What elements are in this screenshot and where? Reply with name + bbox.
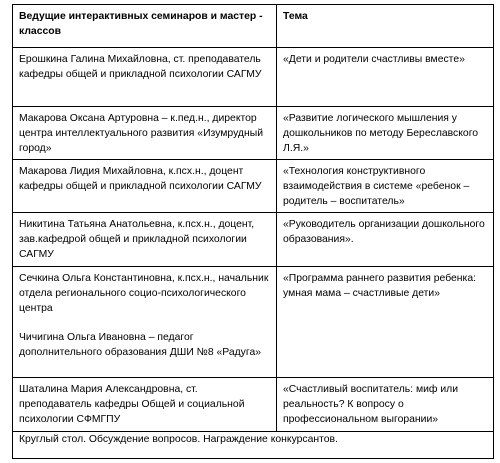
topic-cell [277, 213, 494, 267]
table-row [13, 160, 494, 213]
presenter-text: Чичигина Ольга Ивановна – педагог дополнительного образования ДШИ №8 «Радуга» [19, 332, 262, 358]
topic-text: «Счастливый воспитатель: миф или реальность? К вопросу о профессиональном выгорании» [283, 384, 459, 425]
topic-cell [277, 107, 494, 160]
topic-cell [277, 48, 494, 107]
footer-cell: Круглый стол. Обсуждение вопросов. Награждение конкурсантов. [13, 432, 494, 459]
topic-cell [277, 160, 494, 213]
header-topic: Тема [277, 5, 494, 48]
topic-text: «Дети и родители счастливы вместе» [283, 54, 465, 65]
presenter-text: Никитина Татьяна Анатольевна, к.псх.н., доцент, зав.кафедрой общей и прикладной психологии САГМУ [19, 219, 255, 260]
topic-text: «Технология конструктивного взаимодействия в системе «ребенок – родитель – воспитатель» [283, 166, 470, 207]
topic-text: «Программа раннего развития ребенка: умная мама – счастливые дети» [283, 273, 476, 299]
table-row [13, 107, 494, 160]
table-row [13, 213, 494, 267]
presenter-text: Макарова Лидия Михайловна, к.псх.н., доцент кафедры общей и прикладной психологии САГМУ [19, 166, 262, 192]
header-presenters: Ведущие интерактивных семинаров и мастер - классов [13, 5, 277, 48]
presenter-text: Сечкина Ольга Константиновна, к.псх.н., начальник отдела регионального социо-психологического центра [19, 273, 269, 314]
presenters-cell [13, 378, 277, 432]
document-page [12, 4, 493, 459]
table-footer-row [13, 432, 494, 459]
presenter-text: Макарова Оксана Артуровна – к.пед.н., директор центра интеллектуального развития «Изумрудный город» [19, 113, 264, 154]
table-row [13, 267, 494, 378]
presenters-cell [13, 48, 277, 107]
presenter-text: Шаталина Мария Александровна, ст. преподаватель кафедры Общей и социальной психологии СФМГПУ [19, 384, 245, 425]
table-header-row [13, 5, 494, 48]
seminars-table [12, 4, 494, 459]
topic-text: «Развитие логического мышления у дошкольников по методу Береславского Л.Я.» [283, 113, 479, 154]
presenters-cell [13, 107, 277, 160]
table-row [13, 48, 494, 107]
topic-cell [277, 378, 494, 432]
topic-text: «Руководитель организации дошкольного образования». [283, 219, 485, 245]
presenters-cell [13, 213, 277, 267]
table-row [13, 378, 494, 432]
presenter-text: Ерошкина Галина Михайловна, ст. преподаватель кафедры общей и прикладной психологии САГМУ [19, 54, 262, 80]
presenters-cell [13, 267, 277, 378]
topic-cell [277, 267, 494, 378]
presenters-cell [13, 160, 277, 213]
